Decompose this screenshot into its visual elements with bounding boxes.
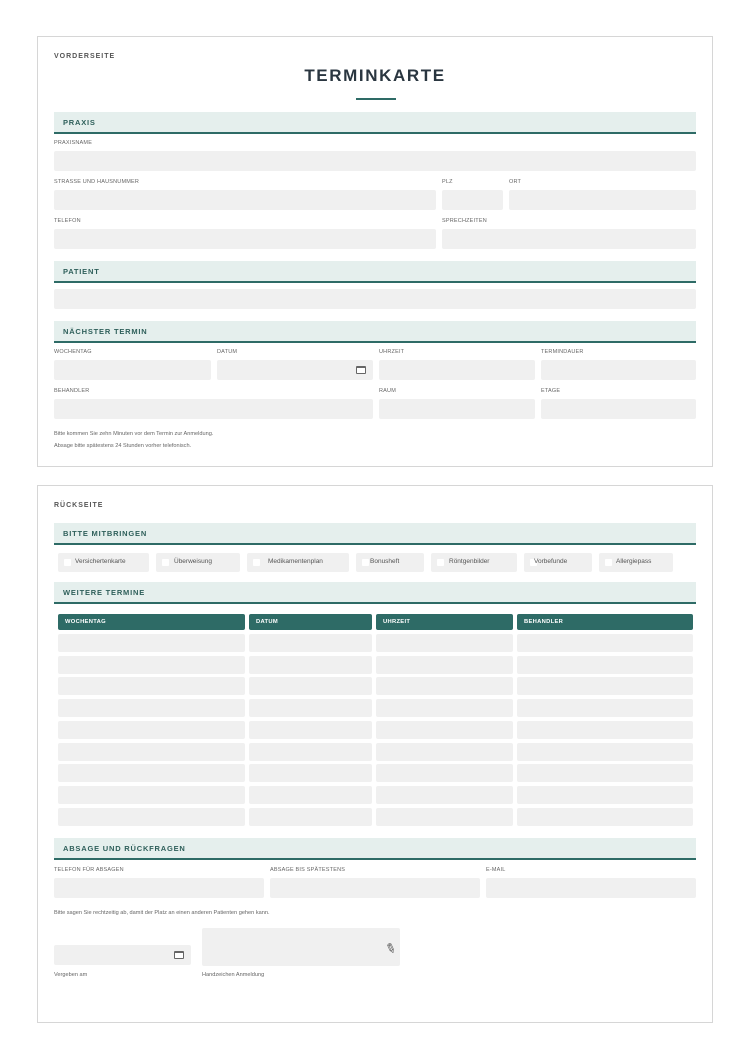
telefon-label: TELEFON bbox=[54, 218, 81, 224]
praxisname-field[interactable] bbox=[54, 151, 696, 171]
column-header-datum bbox=[249, 614, 372, 630]
checkbox-label: Vorbefunde bbox=[534, 558, 568, 565]
title-underline bbox=[356, 98, 396, 100]
table-cell[interactable] bbox=[249, 634, 372, 652]
strasse-field[interactable] bbox=[54, 190, 436, 210]
checkbox-box[interactable] bbox=[437, 559, 444, 566]
plz-field[interactable] bbox=[442, 190, 503, 210]
table-cell[interactable] bbox=[249, 786, 372, 804]
table-cell[interactable] bbox=[376, 743, 513, 761]
checkbox-label: Medikamentenplan bbox=[268, 558, 323, 565]
section-praxis bbox=[54, 112, 696, 134]
section-termin bbox=[54, 321, 696, 343]
checkbox-label: Bonusheft bbox=[370, 558, 400, 565]
table-cell[interactable] bbox=[517, 786, 693, 804]
table-cell[interactable] bbox=[376, 721, 513, 739]
absage-bis-field[interactable] bbox=[270, 878, 480, 898]
checkbox-box[interactable] bbox=[362, 559, 369, 566]
absage-bis-label: ABSAGE BIS SPÄTESTENS bbox=[270, 867, 346, 873]
column-header-behandler bbox=[517, 614, 693, 630]
praxisname-label: PRAXISNAME bbox=[54, 140, 93, 146]
hint-note-2: Absage bitte spätestens 24 Stunden vorher telefonisch. bbox=[54, 443, 192, 449]
checkbox-versichertenkarte[interactable] bbox=[58, 553, 149, 572]
checkbox-medikamentenplan[interactable] bbox=[247, 553, 349, 572]
handzeichen-label: Handzeichen Anmeldung bbox=[202, 972, 265, 978]
calendar-icon[interactable] bbox=[356, 366, 366, 374]
termindauer-field[interactable] bbox=[541, 360, 696, 380]
section-patient bbox=[54, 261, 696, 283]
column-header-label: WOCHENTAG bbox=[65, 619, 106, 625]
table-cell[interactable] bbox=[376, 634, 513, 652]
etage-field[interactable] bbox=[541, 399, 696, 419]
section-praxis-label: PRAXIS bbox=[63, 118, 96, 127]
side-label-back: RÜCKSEITE bbox=[54, 502, 104, 509]
column-header-label: UHRZEIT bbox=[383, 619, 411, 625]
datum-field[interactable] bbox=[217, 360, 373, 380]
checkbox-label: Überweisung bbox=[174, 558, 212, 565]
table-cell[interactable] bbox=[58, 677, 245, 695]
uhrzeit-field[interactable] bbox=[379, 360, 535, 380]
checkbox-box[interactable] bbox=[253, 559, 260, 566]
hint-note-1: Bitte kommen Sie zehn Minuten vor dem Termin zur Anmeldung. bbox=[54, 431, 214, 437]
column-header-uhrzeit bbox=[376, 614, 513, 630]
telefon-absagen-field[interactable] bbox=[54, 878, 264, 898]
table-cell[interactable] bbox=[376, 677, 513, 695]
checkbox-label: Röntgenbilder bbox=[449, 558, 490, 565]
telefon-absagen-label: TELEFON FÜR ABSAGEN bbox=[54, 867, 124, 873]
side-label-front: VORDERSEITE bbox=[54, 53, 116, 60]
strasse-label: STRASSE UND HAUSNUMMER bbox=[54, 179, 140, 185]
behandler-label: BEHANDLER bbox=[54, 388, 90, 394]
patient-field[interactable] bbox=[54, 289, 696, 309]
table-cell[interactable] bbox=[376, 764, 513, 782]
plz-label: PLZ bbox=[442, 179, 453, 185]
table-cell[interactable] bbox=[376, 786, 513, 804]
section-weitere bbox=[54, 582, 696, 604]
termindauer-label: TERMINDAUER bbox=[541, 349, 584, 355]
checkbox-box[interactable] bbox=[605, 559, 612, 566]
table-cell[interactable] bbox=[58, 786, 245, 804]
column-header-label: BEHANDLER bbox=[524, 619, 564, 625]
table-cell[interactable] bbox=[249, 764, 372, 782]
checkbox-roentgenbilder[interactable] bbox=[431, 553, 517, 572]
table-cell[interactable] bbox=[249, 721, 372, 739]
email-label: E-MAIL bbox=[486, 867, 506, 873]
behandler-field[interactable] bbox=[54, 399, 373, 419]
table-cell[interactable] bbox=[517, 764, 693, 782]
table-cell[interactable] bbox=[376, 699, 513, 717]
telefon-field[interactable] bbox=[54, 229, 436, 249]
pen-icon: ✎ bbox=[382, 940, 399, 959]
table-cell[interactable] bbox=[517, 634, 693, 652]
ort-field[interactable] bbox=[509, 190, 696, 210]
raum-label: RAUM bbox=[379, 388, 396, 394]
card-front bbox=[37, 36, 713, 467]
column-header-label: DATUM bbox=[256, 619, 278, 625]
calendar-icon[interactable] bbox=[174, 951, 184, 959]
checkbox-label: Allergiepass bbox=[616, 558, 652, 565]
uhrzeit-label: UHRZEIT bbox=[379, 349, 405, 355]
table-cell[interactable] bbox=[58, 721, 245, 739]
page-title: TERMINKARTE bbox=[304, 66, 446, 85]
ort-label: ORT bbox=[509, 179, 522, 185]
section-termin-label: NÄCHSTER TERMIN bbox=[63, 327, 148, 336]
table-cell[interactable] bbox=[58, 699, 245, 717]
checkbox-allergiepass[interactable] bbox=[599, 553, 673, 572]
table-cell[interactable] bbox=[249, 699, 372, 717]
table-cell[interactable] bbox=[376, 808, 513, 826]
checkbox-box[interactable] bbox=[162, 559, 169, 566]
section-absage bbox=[54, 838, 696, 860]
card-back bbox=[37, 485, 713, 1023]
table-cell[interactable] bbox=[249, 656, 372, 674]
table-cell[interactable] bbox=[249, 808, 372, 826]
checkbox-bonusheft[interactable] bbox=[356, 553, 424, 572]
checkbox-vorbefunde[interactable] bbox=[524, 553, 592, 572]
email-field[interactable] bbox=[486, 878, 696, 898]
checkbox-label: Versichertenkarte bbox=[75, 558, 126, 565]
section-mitbringen bbox=[54, 523, 696, 545]
section-patient-label: PATIENT bbox=[63, 267, 100, 276]
wochentag-label: WOCHENTAG bbox=[54, 349, 92, 355]
checkbox-ueberweisung[interactable] bbox=[156, 553, 240, 572]
vergeben-am-field[interactable] bbox=[54, 945, 191, 965]
section-absage-label: ABSAGE UND RÜCKFRAGEN bbox=[63, 844, 186, 853]
etage-label: ETAGE bbox=[541, 388, 561, 394]
table-cell[interactable] bbox=[58, 764, 245, 782]
table-cell[interactable] bbox=[517, 721, 693, 739]
wochentag-field[interactable] bbox=[54, 360, 211, 380]
sprechzeiten-field[interactable] bbox=[442, 229, 696, 249]
section-mitbringen-label: BITTE MITBRINGEN bbox=[63, 529, 148, 538]
handzeichen-field[interactable] bbox=[202, 928, 400, 966]
table-cell[interactable] bbox=[58, 634, 245, 652]
vergeben-am-label: Vergeben am bbox=[54, 972, 88, 978]
table-cell[interactable] bbox=[517, 677, 693, 695]
table-cell[interactable] bbox=[376, 656, 513, 674]
checkbox-box[interactable] bbox=[64, 559, 71, 566]
table-cell[interactable] bbox=[517, 656, 693, 674]
table-cell[interactable] bbox=[249, 677, 372, 695]
column-header-wochentag bbox=[58, 614, 245, 630]
sprechzeiten-label: SPRECHZEITEN bbox=[442, 218, 487, 224]
raum-field[interactable] bbox=[379, 399, 535, 419]
table-cell[interactable] bbox=[58, 808, 245, 826]
table-cell[interactable] bbox=[517, 699, 693, 717]
datum-label: DATUM bbox=[217, 349, 238, 355]
table-cell[interactable] bbox=[249, 743, 372, 761]
table-cell[interactable] bbox=[517, 808, 693, 826]
table-cell[interactable] bbox=[517, 743, 693, 761]
table-cell[interactable] bbox=[58, 656, 245, 674]
table-cell[interactable] bbox=[58, 743, 245, 761]
absage-note: Bitte sagen Sie rechtzeitig ab, damit der Platz an einen anderen Patienten gehen kann. bbox=[54, 910, 270, 916]
section-weitere-label: WEITERE TERMINE bbox=[63, 588, 146, 597]
